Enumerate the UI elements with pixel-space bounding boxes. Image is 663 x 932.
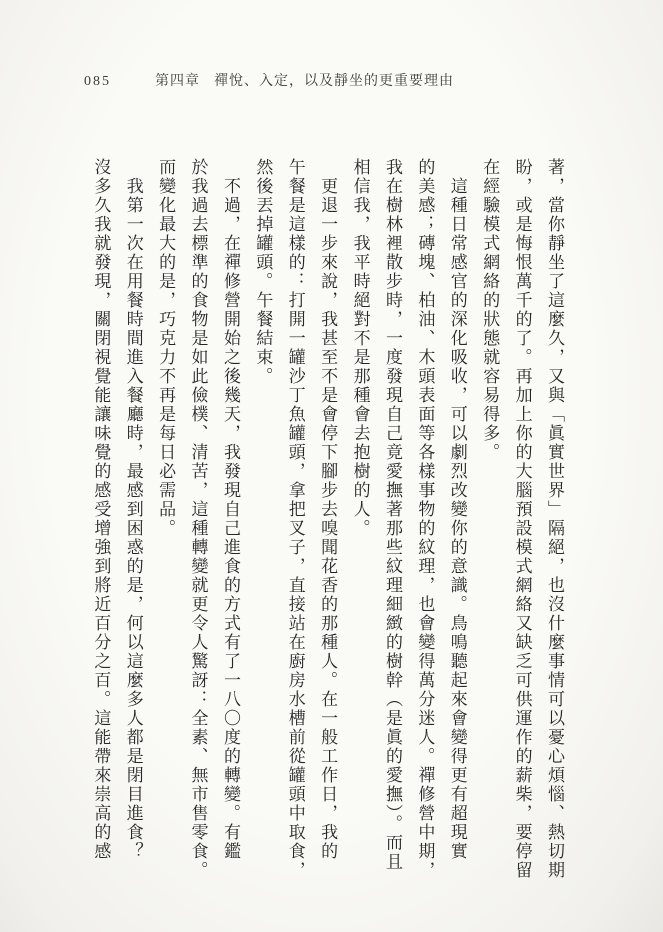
text-column: 我第一次在用餐時間進入餐廳時，最感到困惑的是，何以這麼多人都是閉目進食？ (123, 177, 143, 861)
text-column: 然後丟掉罐頭。午餐結束。 (253, 158, 273, 386)
body-text (83, 158, 570, 884)
text-column: 的美感；磚塊、柏油、木頭表面等各樣事物的紋理，也會變得萬分迷人。禪修營中期， (415, 158, 435, 880)
text-column: 相信我，我平時絕對不是那種會去抱樹的人。 (350, 158, 370, 538)
text-column: 我在樹林裡散步時，一度發現自己竟愛撫著那些紋理細緻的樹幹（是眞的愛撫）。而且 (382, 158, 402, 872)
text-column: 於我過去標準的食物是如此儉樸、清苦，這種轉變就更令人驚訝：全素、無市售零食。 (188, 158, 208, 880)
text-column: 在經驗模式網絡的狀態就容易得多。 (480, 158, 500, 462)
text-column: 而變化最大的是，巧克力不再是每日必需品。 (156, 158, 176, 538)
page-number: 085 (84, 74, 111, 89)
text-column: 沒多久我就發現，關閉視覺能讓味覺的感受增強到將近百分之百。這能帶來崇高的感 (91, 158, 111, 861)
text-column: 午餐是這樣的：打開一罐沙丁魚罐頭，拿把叉子，直接站在廚房水槽前從罐頭中取食， (285, 158, 305, 880)
text-column: 這種日常感官的深化吸收，可以劇烈改變你的意識。鳥鳴聽起來會變得更有超現實 (447, 177, 467, 861)
chapter-label: 第四章 (155, 74, 200, 89)
running-head (84, 70, 454, 90)
text-column: 不過，在禪修營開始之後幾天，我發現自己進食的方式有了一八〇度的轉變。有鑑 (220, 177, 240, 861)
chapter-title: 禪悅、入定，以及靜坐的更重要理由 (214, 74, 454, 89)
text-column: 更退一步來說，我甚至不是會停下腳步去嗅聞花香的那種人。在一般工作日，我的 (318, 177, 338, 861)
text-column: 著，當你靜坐了這麼久，又與「眞實世界」隔絕，也沒什麼事情可以憂心煩惱、熱切期 (545, 158, 564, 880)
text-column: 盼，或是悔恨萬千的了。再加上你的大腦預設模式網絡又缺乏可供運作的薪柴，要停留 (512, 158, 532, 880)
